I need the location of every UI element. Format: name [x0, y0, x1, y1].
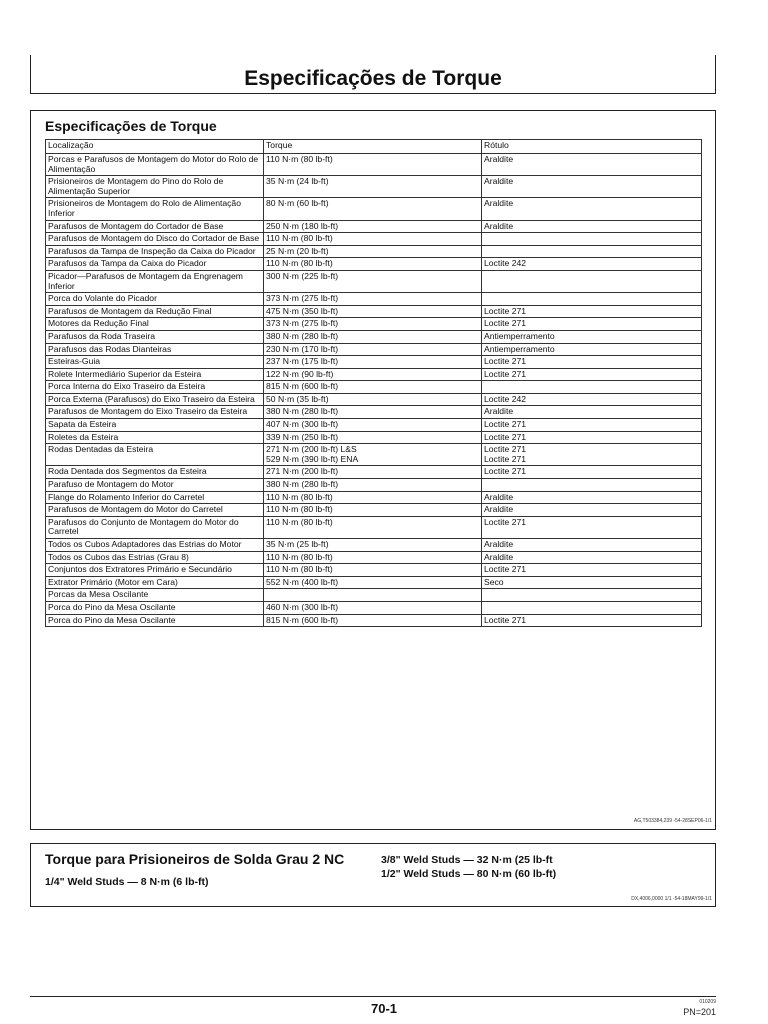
cell-torque: 110 N·m (80 lb-ft) [264, 233, 482, 246]
cell-location: Todos os Cubos das Estrias (Grau 8) [46, 551, 264, 564]
cell-location: Porca Interna do Eixo Traseiro da Esteira [46, 381, 264, 394]
cell-torque: 122 N·m (90 lb-ft) [264, 368, 482, 381]
cell-torque: 80 N·m (60 lb-ft) [264, 198, 482, 220]
reference-code: DX,4006,0000 1/1 -54-18MAY99-1/1 [631, 896, 712, 902]
table-row [46, 318, 702, 331]
table-body [46, 154, 702, 627]
cell-location: Parafusos de Montagem do Motor do Carretel [46, 504, 264, 517]
cell-location: Porca do Pino da Mesa Oscilante [46, 601, 264, 614]
cell-location: Sapata da Esteira [46, 419, 264, 432]
cell-torque: 35 N·m (24 lb-ft) [264, 176, 482, 198]
cell-label: Loctite 271 [482, 419, 702, 432]
cell-location: Parafusos do Conjunto de Montagem do Motor do Carretel [46, 516, 264, 538]
cell-location: Parafusos da Roda Traseira [46, 330, 264, 343]
cell-label [482, 245, 702, 258]
cell-torque: 110 N·m (80 lb-ft) [264, 551, 482, 564]
cell-label: Araldite [482, 539, 702, 552]
cell-location: Flange do Rolamento Inferior do Carretel [46, 491, 264, 504]
table-row [46, 419, 702, 432]
cell-location: Roda Dentada dos Segmentos da Esteira [46, 466, 264, 479]
table-row [46, 154, 702, 176]
cell-torque: 110 N·m (80 lb-ft) [264, 258, 482, 271]
cell-location: Prisioneiros de Montagem do Pino do Rolo de Alimentação Superior [46, 176, 264, 198]
cell-label [482, 601, 702, 614]
cell-location: Rodas Dentadas da Esteira [46, 444, 264, 466]
cell-torque: 110 N·m (80 lb-ft) [264, 491, 482, 504]
weld-stud-spec: 1/2" Weld Studs — 80 N·m (60 lb-ft) [381, 868, 557, 880]
cell-location: Porca Externa (Parafusos) do Eixo Traseiro da Esteira [46, 393, 264, 406]
column-header-location: Localização [46, 140, 264, 154]
cell-label: Loctite 242 [482, 258, 702, 271]
table-row [46, 381, 702, 394]
table-row [46, 220, 702, 233]
cell-torque: 460 N·m (300 lb-ft) [264, 601, 482, 614]
cell-location: Conjuntos dos Extratores Primário e Secundário [46, 564, 264, 577]
cell-label: Loctite 242 [482, 393, 702, 406]
cell-torque: 373 N·m (275 lb-ft) [264, 318, 482, 331]
cell-label: Loctite 271 [482, 466, 702, 479]
cell-torque: 815 N·m (600 lb-ft) [264, 381, 482, 394]
table-row [46, 198, 702, 220]
cell-label: Araldite [482, 176, 702, 198]
cell-label: Loctite 271 [482, 431, 702, 444]
table-row [46, 258, 702, 271]
table-row [46, 479, 702, 492]
table-row [46, 551, 702, 564]
cell-torque: 110 N·m (80 lb-ft) [264, 564, 482, 577]
table-row [46, 491, 702, 504]
table-row [46, 305, 702, 318]
cell-torque: 407 N·m (300 lb-ft) [264, 419, 482, 432]
cell-torque: 50 N·m (35 lb-ft) [264, 393, 482, 406]
cell-location: Parafusos da Tampa de Inspeção da Caixa do Picador [46, 245, 264, 258]
cell-label [482, 381, 702, 394]
cell-torque: 380 N·m (280 lb-ft) [264, 406, 482, 419]
cell-torque: 475 N·m (350 lb-ft) [264, 305, 482, 318]
page-title: Especificações de Torque [244, 67, 502, 90]
cell-torque [264, 589, 482, 602]
table-row [46, 589, 702, 602]
cell-label: Loctite 271 [482, 368, 702, 381]
cell-location: Parafusos da Tampa da Caixa do Picador [46, 258, 264, 271]
cell-torque: 300 N·m (225 lb-ft) [264, 270, 482, 292]
section-title: Especificações de Torque [45, 118, 217, 134]
section-title: Torque para Prisioneiros de Solda Grau 2 NC [45, 851, 345, 867]
cell-label [482, 479, 702, 492]
table-row [46, 504, 702, 517]
cell-label: Loctite 271 [482, 564, 702, 577]
cell-location: Porcas da Mesa Oscilante [46, 589, 264, 602]
cell-torque: 110 N·m (80 lb-ft) [264, 504, 482, 517]
cell-location: Esteiras-Guia [46, 356, 264, 369]
cell-label [482, 270, 702, 292]
cell-location: Parafusos de Montagem do Disco do Cortador de Base [46, 233, 264, 246]
cell-torque: 230 N·m (170 lb-ft) [264, 343, 482, 356]
cell-torque: 380 N·m (280 lb-ft) [264, 479, 482, 492]
table-row [46, 431, 702, 444]
weld-studs-section [30, 843, 716, 907]
table-row [46, 393, 702, 406]
cell-location: Porca do Pino da Mesa Oscilante [46, 614, 264, 627]
cell-torque: 237 N·m (175 lb-ft) [264, 356, 482, 369]
cell-location: Porca do Volante do Picador [46, 293, 264, 306]
cell-location: Roletes da Esteira [46, 431, 264, 444]
cell-label [482, 293, 702, 306]
cell-torque: 552 N·m (400 lb-ft) [264, 576, 482, 589]
table-row [46, 444, 702, 466]
column-header-label: Rótulo [482, 140, 702, 154]
table-row [46, 368, 702, 381]
cell-location: Parafusos de Montagem do Cortador de Base [46, 220, 264, 233]
table-row [46, 601, 702, 614]
title-box [30, 55, 716, 94]
table-row [46, 564, 702, 577]
table-row [46, 356, 702, 369]
cell-location: Rolete Intermediário Superior da Esteira [46, 368, 264, 381]
table-row [46, 245, 702, 258]
cell-label: Loctite 271 Loctite 271 [482, 444, 702, 466]
table-row [46, 539, 702, 552]
table-row [46, 516, 702, 538]
cell-torque: 373 N·m (275 lb-ft) [264, 293, 482, 306]
cell-location: Parafuso de Montagem do Motor [46, 479, 264, 492]
torque-table [45, 139, 702, 627]
table-row [46, 293, 702, 306]
weld-stud-specs [381, 853, 556, 881]
torque-specs-section [30, 110, 716, 830]
cell-location: Motores da Redução Final [46, 318, 264, 331]
reference-code: AG,T503384,239 -54-28SEP06-1/1 [633, 818, 712, 824]
table-row [46, 233, 702, 246]
cell-torque: 110 N·m (80 lb-ft) [264, 516, 482, 538]
cell-torque: 271 N·m (200 lb-ft) L&S 529 N·m (390 lb-ft) ENA [264, 444, 482, 466]
cell-label: Antiemperramento [482, 343, 702, 356]
cell-label: Loctite 271 [482, 516, 702, 538]
cell-torque: 815 N·m (600 lb-ft) [264, 614, 482, 627]
table-row [46, 576, 702, 589]
cell-label [482, 589, 702, 602]
column-header-torque: Torque [264, 140, 482, 154]
cell-location: Parafusos de Montagem da Redução Final [46, 305, 264, 318]
cell-location: Todos os Cubos Adaptadores das Estrias do Motor [46, 539, 264, 552]
cell-location: Prisioneiros de Montagem do Rolo de Alimentação Inferior [46, 198, 264, 220]
table-row [46, 330, 702, 343]
cell-location: Parafusos de Montagem do Eixo Traseiro da Esteira [46, 406, 264, 419]
cell-label: Araldite [482, 504, 702, 517]
table-row [46, 466, 702, 479]
weld-stud-spec: 3/8" Weld Studs — 32 N·m (25 lb-ft [381, 854, 553, 866]
cell-torque: 339 N·m (250 lb-ft) [264, 431, 482, 444]
cell-label: Loctite 271 [482, 356, 702, 369]
cell-label: Araldite [482, 220, 702, 233]
cell-label [482, 233, 702, 246]
cell-label: Araldite [482, 154, 702, 176]
cell-torque: 25 N·m (20 lb-ft) [264, 245, 482, 258]
cell-torque: 110 N·m (80 lb-ft) [264, 154, 482, 176]
page-number: 70-1 [370, 1001, 398, 1016]
table-row [46, 176, 702, 198]
table-header-row [46, 140, 702, 154]
weld-stud-spec: 1/4" Weld Studs — 8 N·m (6 lb-ft) [45, 876, 209, 888]
cell-location: Porcas e Parafusos de Montagem do Motor do Rolo de Alimentação [46, 154, 264, 176]
cell-label: Araldite [482, 406, 702, 419]
cell-torque: 271 N·m (200 lb-ft) [264, 466, 482, 479]
cell-location: Parafusos das Rodas Dianteiras [46, 343, 264, 356]
cell-label: Loctite 271 [482, 305, 702, 318]
table-row [46, 406, 702, 419]
table-row [46, 343, 702, 356]
cell-label: Loctite 271 [482, 318, 702, 331]
cell-location: Extrator Primário (Motor em Cara) [46, 576, 264, 589]
footer-divider [30, 996, 716, 997]
pn-number: PN=201 [683, 1007, 716, 1017]
cell-torque: 380 N·m (280 lb-ft) [264, 330, 482, 343]
cell-torque: 35 N·m (25 lb-ft) [264, 539, 482, 552]
footer-code: 010209 [699, 999, 716, 1005]
cell-torque: 250 N·m (180 lb-ft) [264, 220, 482, 233]
cell-label: Araldite [482, 551, 702, 564]
cell-label: Seco [482, 576, 702, 589]
cell-label: Araldite [482, 491, 702, 504]
cell-label: Loctite 271 [482, 614, 702, 627]
cell-label: Antiemperramento [482, 330, 702, 343]
cell-location: Picador—Parafusos de Montagem da Engrenagem Inferior [46, 270, 264, 292]
table-row [46, 270, 702, 292]
cell-label: Araldite [482, 198, 702, 220]
table-row [46, 614, 702, 627]
